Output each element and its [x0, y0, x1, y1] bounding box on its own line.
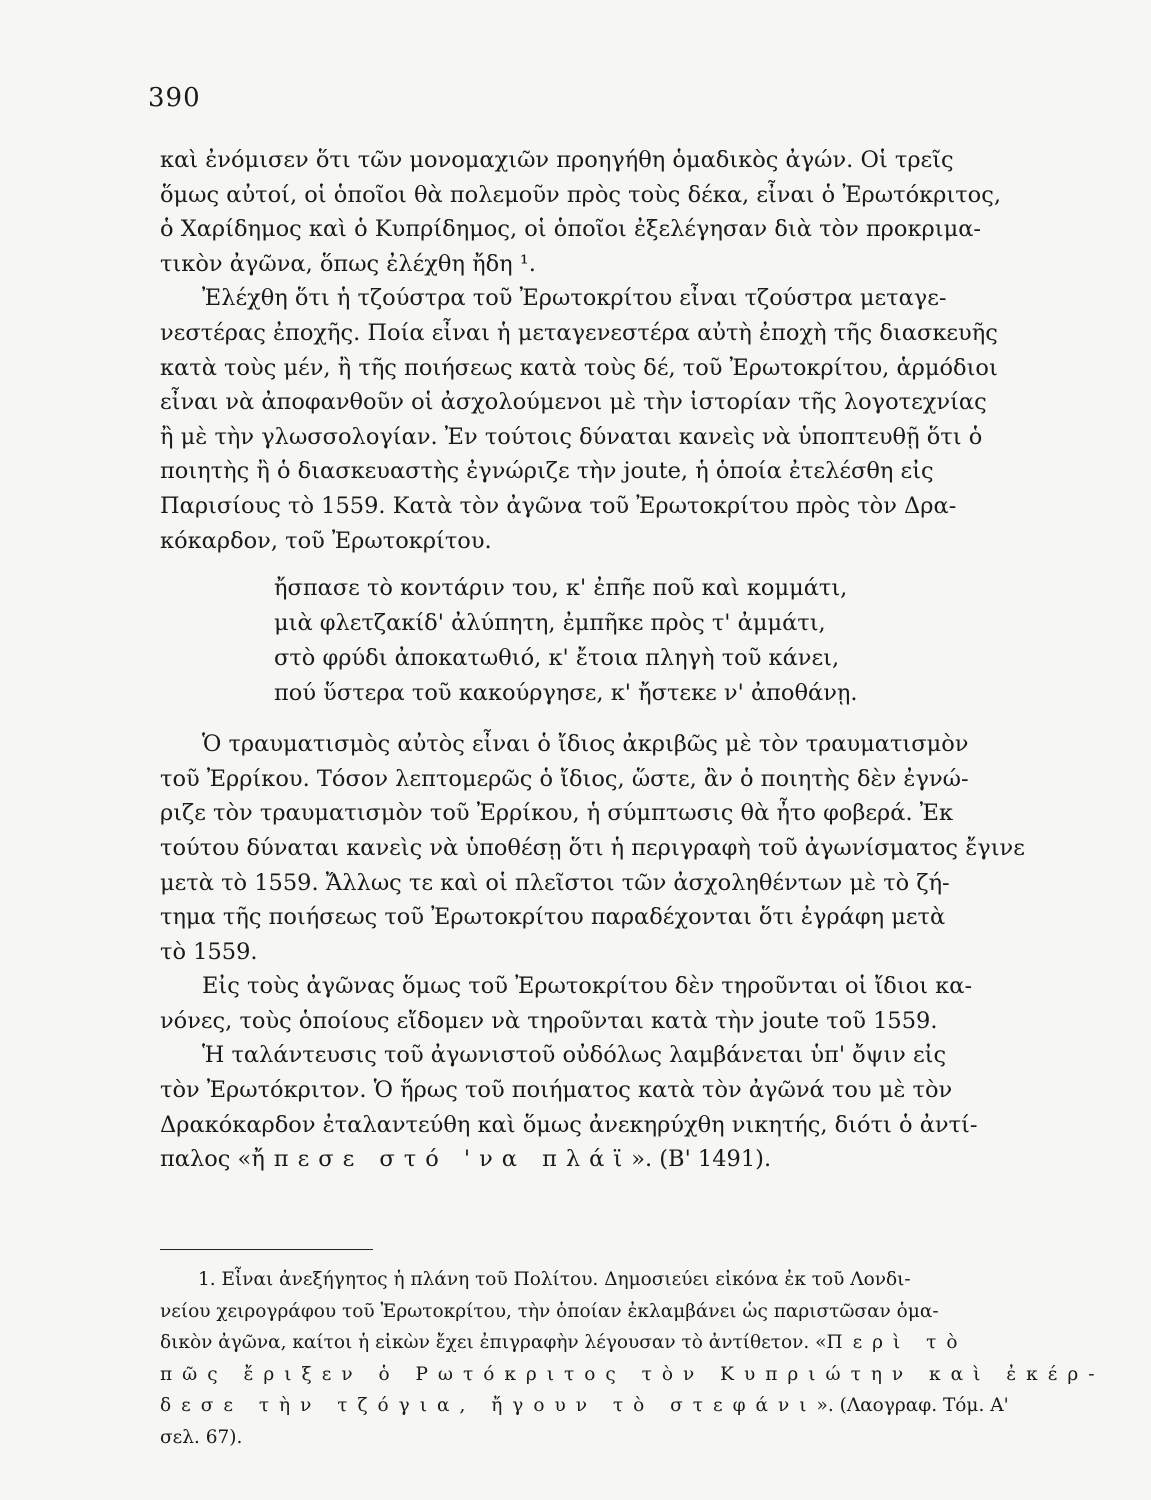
- footnote-fragment: ». (Λαογραφ. Τόμ. Α': [816, 1395, 1009, 1416]
- footnote-line: νείου χειρογράφου τοῦ Ἐρωτοκρίτου, τὴν ὁποίαν ἐκλαμβάνει ὡς παριστῶσαν ὁμα-: [160, 1300, 939, 1322]
- text-line: Παρισίους τὸ 1559. Κατὰ τὸν ἀγῶνα τοῦ Ἐρωτοκρίτου πρὸς τὸν Δρα-: [160, 492, 957, 519]
- text-fragment: παλος «: [160, 1146, 252, 1173]
- footnote-line: [160, 1327, 1040, 1359]
- paragraph-5: [160, 1038, 1040, 1176]
- footnote-spaced-text: δεσε τὴν τζόγια, ἤγουν τὸ στεφάνι: [160, 1395, 817, 1416]
- text-line: τημα τῆς ποιήσεως τοῦ Ἐρωτοκρίτου παραδέχονται ὅτι ἐγράφη μετὰ: [160, 904, 946, 931]
- text-line: Δρακόκαρδον ἐταλαντεύθη καὶ ὅμως ἀνεκηρύχθη νικητής, διότι ὁ ἀντί-: [160, 1111, 978, 1138]
- footnote-line: [160, 1390, 1040, 1422]
- text-line: καὶ ἐνόμισεν ὅτι τῶν μονομαχιῶν προηγήθη ὁμαδικὸς ἀγών. Οἱ τρεῖς: [160, 147, 954, 173]
- paragraph-4: [160, 969, 1040, 1038]
- text-fragment: ». (Β' 1491).: [631, 1146, 772, 1173]
- verse-line: μιὰ φλετζακίδ' ἀλύπητη, ἐμπῆκε πρὸς τ' ἀμμάτι,: [274, 610, 826, 637]
- text-line: μετὰ τὸ 1559. Ἄλλως τε καὶ οἱ πλεῖστοι τῶν ἀσχοληθέντων μὲ τὸ ζή-: [160, 869, 950, 896]
- footnote: [160, 1264, 1105, 1453]
- verse-quotation: [160, 571, 1040, 711]
- paragraph-1: [160, 143, 1040, 281]
- paragraph-3: [160, 727, 1040, 969]
- text-line: Εἰς τοὺς ἀγῶνας ὅμως τοῦ Ἐρωτοκρίτου δὲν τηροῦνται οἱ ἴδιοι κα-: [202, 973, 973, 1000]
- footnote-line: 1. Εἶναι ἀνεξήγητος ἡ πλάνη τοῦ Πολίτου. Δημοσιεύει εἰκόνα ἐκ τοῦ Λονδι-: [198, 1269, 911, 1290]
- verse-line: στὸ φρύδι ἀποκατωθιό, κ' ἔτοια πληγὴ τοῦ κάνει,: [274, 645, 840, 672]
- text-line: ἢ μὲ τὴν γλωσσολογίαν. Ἐν τούτοις δύναται κανεὶς νὰ ὑποπτευθῇ ὅτι ὁ: [160, 423, 983, 450]
- text-line: ριζε τὸν τραυματισμὸν τοῦ Ἐρρίκου, ἡ σύμπτωσις θὰ ἦτο φοβερά. Ἐκ: [160, 800, 954, 827]
- text-line: Ἡ ταλάντευσις τοῦ ἀγωνιστοῦ οὐδόλως λαμβάνεται ὑπ' ὄψιν εἰς: [202, 1042, 947, 1069]
- verse-line: πού ὕστερα τοῦ κακούργησε, κ' ἤστεκε ν' ἀποθάνῃ.: [274, 680, 858, 707]
- footnote-fragment: δικὸν ἀγῶνα, καίτοι ἡ εἰκὼν ἔχει ἐπιγραφὴν λέγουσαν τὸ ἀντίθετον. «: [160, 1332, 827, 1353]
- text-line: Ὁ τραυματισμὸς αὐτὸς εἶναι ὁ ἴδιος ἀκριβῶς μὲ τὸν τραυματισμὸν: [202, 731, 969, 758]
- text-line-final: [160, 1142, 1040, 1177]
- text-line: νόνες, τοὺς ὁποίους εἴδομεν νὰ τηροῦνται κατὰ τὴν joute τοῦ 1559.: [160, 1007, 938, 1034]
- text-line: τικὸν ἀγῶνα, ὅπως ἐλέχθη ἤδη ¹.: [160, 250, 536, 277]
- page-number: 390: [148, 83, 201, 113]
- text-line: ποιητὴς ἢ ὁ διασκευαστὴς ἐγνώριζε τὴν joute, ἡ ὁποία ἐτελέσθη εἰς: [160, 458, 934, 485]
- footnote-line: σελ. 67).: [160, 1426, 243, 1448]
- text-line: νεστέρας ἐποχῆς. Ποία εἶναι ἡ μεταγενεστέρα αὐτὴ ἐποχὴ τῆς διασκευῆς: [160, 319, 998, 346]
- text-line: ὁ Χαρίδημος καὶ ὁ Κυπρίδημος, οἱ ὁποῖοι ἐξελέγησαν διὰ τὸν προκριμα-: [160, 216, 981, 243]
- text-line: κατὰ τοὺς μέν, ἢ τῆς ποιήσεως κατὰ τοὺς δέ, τοῦ Ἐρωτοκρίτου, ἁρμόδιοι: [160, 354, 998, 381]
- text-line: ὅμως αὐτοί, οἱ ὁποῖοι θὰ πολεμοῦν πρὸς τοὺς δέκα, εἶναι ὁ Ἐρωτόκριτος,: [160, 181, 1001, 208]
- paragraph-2: [160, 281, 1040, 558]
- footnote-line: πῶς ἔριξεν ὁ Ρωτόκριτος τὸν Κυπριώτην καὶ ἐκέρ-: [160, 1363, 1105, 1385]
- main-text: [160, 143, 1040, 1177]
- footnote-spaced-text: Περὶ τὸ: [826, 1332, 968, 1353]
- verse-line: ἤσπασε τὸ κοντάριν του, κ' ἐπῆε ποῦ καὶ κομμάτι,: [274, 575, 848, 602]
- text-line: Ἐλέχθη ὅτι ἡ τζούστρα τοῦ Ἐρωτοκρίτου εἶναι τζούστρα μεταγε-: [202, 285, 947, 312]
- text-line: τοῦ Ἐρρίκου. Τόσον λεπτομερῶς ὁ ἴδιος, ὥστε, ἂν ὁ ποιητὴς δὲν ἐγνώ-: [160, 765, 969, 792]
- text-line: τὸ 1559.: [160, 938, 258, 965]
- text-line: εἶναι νὰ ἀποφανθοῦν οἱ ἀσχολούμενοι μὲ τὴν ἱστορίαν τῆς λογοτεχνίας: [160, 389, 987, 416]
- spaced-quotation: ἤπεσε στό 'να πλάϊ: [251, 1146, 632, 1173]
- text-line: τὸν Ἐρωτόκριτον. Ὁ ἥρως τοῦ ποιήματος κατὰ τὸν ἀγῶνά του μὲ τὸν: [160, 1077, 953, 1104]
- text-line: τούτου δύναται κανεὶς νὰ ὑποθέσῃ ὅτι ἡ περιγραφὴ τοῦ ἀγωνίσματος ἔγινε: [160, 834, 1025, 861]
- footnote-divider: [160, 1249, 373, 1250]
- text-line: κόκαρδον, τοῦ Ἐρωτοκρίτου.: [160, 527, 492, 554]
